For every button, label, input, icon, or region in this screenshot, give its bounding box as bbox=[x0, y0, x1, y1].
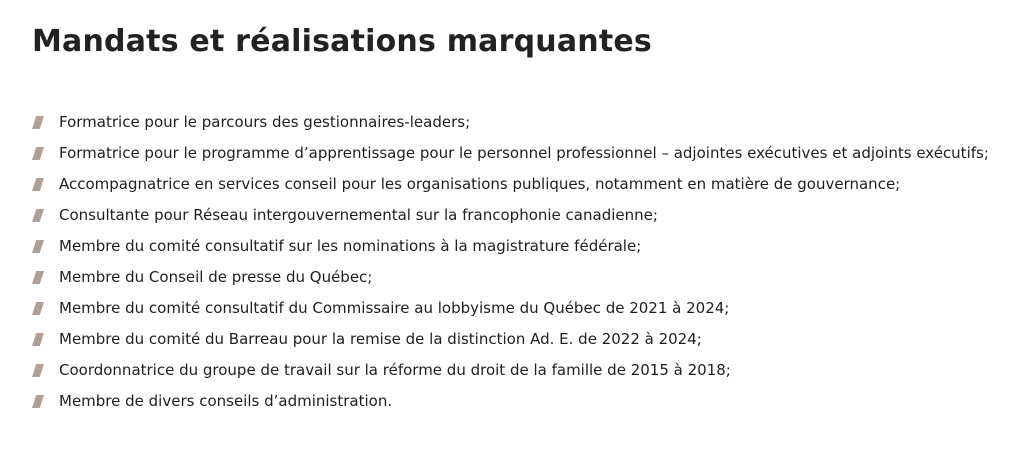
section-title: Mandats et réalisations marquantes bbox=[32, 24, 652, 59]
list-item-text: Membre de divers conseils d’administration. bbox=[59, 392, 393, 410]
slanted-bar-icon bbox=[32, 364, 44, 377]
list-item bbox=[32, 111, 1002, 134]
list-item bbox=[32, 359, 1002, 382]
mandates-list bbox=[32, 111, 1002, 413]
list-item-text: Membre du comité consultatif du Commissaire au lobbyisme du Québec de 2021 à 2024; bbox=[59, 299, 730, 317]
slanted-bar-icon bbox=[32, 147, 44, 160]
slanted-bar-icon bbox=[32, 178, 44, 191]
slanted-bar-icon bbox=[32, 240, 44, 253]
list-item-text: Membre du Conseil de presse du Québec; bbox=[59, 268, 373, 286]
slanted-bar-icon bbox=[32, 395, 44, 408]
slanted-bar-icon bbox=[32, 271, 44, 284]
list-item bbox=[32, 235, 1002, 258]
list-item bbox=[32, 266, 1002, 289]
list-item bbox=[32, 142, 1002, 165]
list-item-text: Membre du comité du Barreau pour la remise de la distinction Ad. E. de 2022 à 2024; bbox=[59, 330, 702, 348]
list-item bbox=[32, 204, 1002, 227]
list-item bbox=[32, 297, 1002, 320]
slanted-bar-icon bbox=[32, 333, 44, 346]
slanted-bar-icon bbox=[32, 116, 44, 129]
slanted-bar-icon bbox=[32, 302, 44, 315]
list-item-text: Formatrice pour le programme d’apprentissage pour le personnel professionnel – adjointes exécutives et adjoints exécutifs; bbox=[59, 144, 989, 162]
list-item-text: Membre du comité consultatif sur les nominations à la magistrature fédérale; bbox=[59, 237, 642, 255]
slanted-bar-icon bbox=[32, 209, 44, 222]
list-item-text: Coordonnatrice du groupe de travail sur la réforme du droit de la famille de 2015 à 2018; bbox=[59, 361, 731, 379]
list-item bbox=[32, 390, 1002, 413]
list-item-text: Consultante pour Réseau intergouvernemental sur la francophonie canadienne; bbox=[59, 206, 658, 224]
list-item-text: Accompagnatrice en services conseil pour les organisations publiques, notamment en matière de gouvernance; bbox=[59, 175, 901, 193]
list-item bbox=[32, 173, 1002, 196]
list-item bbox=[32, 328, 1002, 351]
list-item-text: Formatrice pour le parcours des gestionnaires-leaders; bbox=[59, 113, 471, 131]
mandates-section bbox=[32, 20, 1002, 421]
